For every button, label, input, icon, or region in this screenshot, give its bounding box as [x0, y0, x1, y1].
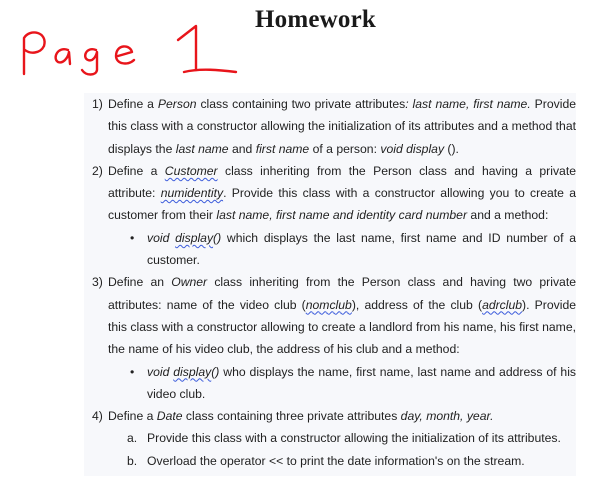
item-text: day, month, year.	[400, 409, 494, 424]
item-number: 3)	[92, 275, 103, 290]
item-text: Customer	[164, 163, 218, 178]
item-text: void	[147, 230, 176, 245]
item-text: and	[228, 141, 256, 156]
item-text: Provide this class with a constructor allowing the initialization of its attributes.	[147, 431, 561, 446]
bullet-item	[84, 227, 576, 272]
item-text: ().	[444, 141, 459, 156]
bullet-icon: •	[130, 230, 135, 245]
sub-item-marker: b.	[127, 453, 138, 468]
item-text: display	[173, 364, 212, 379]
item-text: class containing two private attributes	[196, 97, 406, 111]
list-item-1	[84, 93, 576, 160]
item-text: : last name, first name.	[405, 97, 531, 111]
list-item-4	[84, 405, 576, 427]
item-text: . Provide this class with a constructor allowing you to create a customer from their	[108, 186, 576, 223]
list-item-3	[84, 271, 576, 360]
sub-item-b	[84, 450, 576, 472]
item-text: void display	[380, 141, 445, 156]
sub-item-marker: a.	[127, 431, 138, 446]
item-text: class inheriting from the Person class and having a private attribute:	[108, 163, 576, 201]
item-text: last name, first name and identity card number	[216, 208, 468, 223]
item-text: Overload the operator << to print the date information's on the stream.	[147, 453, 525, 468]
item-text: which displays the last name, first name and ID number of a customer.	[147, 230, 576, 268]
item-text: Define a	[108, 163, 165, 178]
item-text: void	[147, 364, 174, 379]
item-text: ()	[211, 364, 220, 379]
homework-list	[84, 93, 576, 476]
item-number: 1)	[92, 97, 103, 111]
page-title: Homework	[255, 6, 377, 33]
item-text: display	[175, 230, 214, 245]
item-text: first name	[255, 141, 310, 156]
bullet-icon: •	[130, 364, 135, 379]
item-text: numidentity	[160, 186, 224, 201]
handwritten-page-note	[0, 14, 250, 76]
item-number: 2)	[92, 163, 103, 178]
item-text: and a method:	[467, 208, 549, 223]
item-text: last name	[175, 141, 229, 156]
item-text: nomclub	[305, 297, 352, 312]
item-text: class inheriting from the Person class and having two private attributes: name of the video club (	[108, 275, 576, 312]
item-text: who displays the name, first name, last name and address of his video club.	[147, 364, 576, 401]
item-text: ()	[213, 230, 222, 245]
list-item-2	[84, 160, 576, 227]
item-text: Date	[156, 409, 183, 424]
item-text: Define a	[108, 97, 158, 111]
item-text: Define an	[108, 275, 172, 290]
item-text: ). Provide this class with a constructor allowing to create a landlord from his name, his first name, the name of his video club, the address of his club and a method:	[108, 297, 576, 357]
item-text: Define a	[108, 409, 157, 424]
sub-item-a	[84, 427, 576, 449]
item-number: 4)	[92, 409, 103, 424]
bullet-item	[84, 361, 576, 406]
item-text: Provide this class with a constructor allowing the initialization of its attributes and a method that displays the	[108, 97, 576, 156]
item-text: adrclub	[482, 297, 523, 312]
item-text: ), address of the club (	[351, 297, 483, 312]
item-text: class containing three private attributes	[182, 409, 401, 424]
item-text: Person	[157, 97, 197, 111]
item-text: Owner	[171, 275, 208, 290]
item-text: of a person:	[309, 141, 381, 156]
